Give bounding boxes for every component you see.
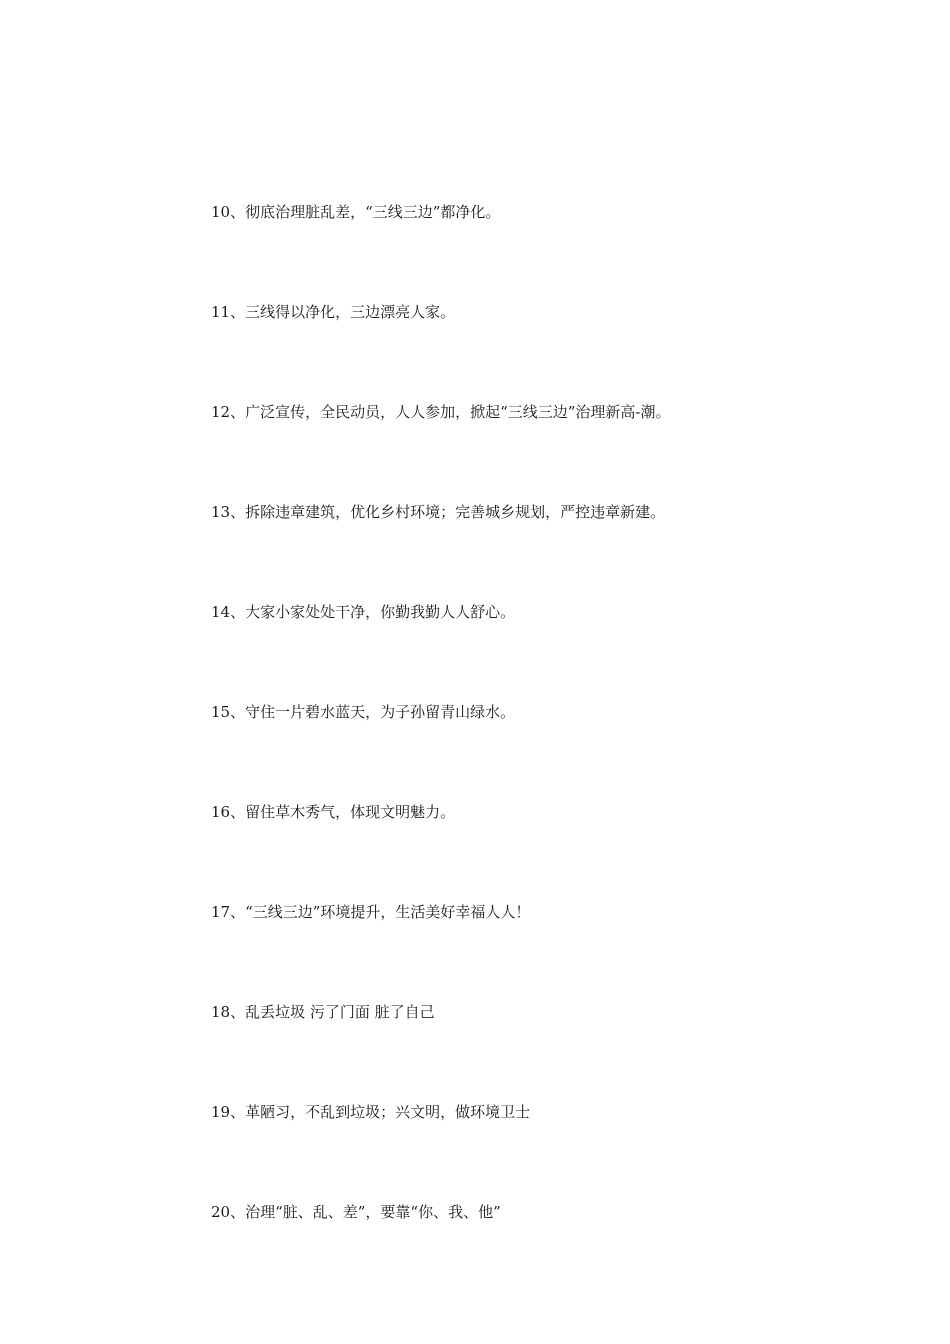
slogan-item-16: 16、留住草木秀气，体现文明魅力。 [211, 803, 456, 821]
slogan-item-10: 10、彻底治理脏乱差，“三线三边”都净化。 [211, 203, 501, 221]
slogan-item-17: 17、“三线三边”环境提升，生活美好幸福人人！ [211, 903, 531, 921]
slogan-item-14: 14、大家小家处处干净，你勤我勤人人舒心。 [211, 603, 516, 621]
slogan-item-20: 20、治理“脏、乱、差”，要靠“你、我、他” [211, 1203, 501, 1221]
slogan-item-11: 11、三线得以净化，三边漂亮人家。 [211, 303, 456, 321]
slogan-item-12: 12、广泛宣传，全民动员，人人参加，掀起“三线三边”治理新高-潮。 [211, 403, 671, 421]
slogan-item-15: 15、守住一片碧水蓝天，为子孙留青山绿水。 [211, 703, 516, 721]
slogan-list [211, 200, 891, 1300]
slogan-item-19: 19、革陋习，不乱到垃圾；兴文明，做环境卫士 [211, 1103, 531, 1121]
slogan-item-18: 18、乱丢垃圾 污了门面 脏了自己 [211, 1003, 435, 1021]
slogan-item-13: 13、拆除违章建筑，优化乡村环境；完善城乡规划，严控违章新建。 [211, 503, 666, 521]
